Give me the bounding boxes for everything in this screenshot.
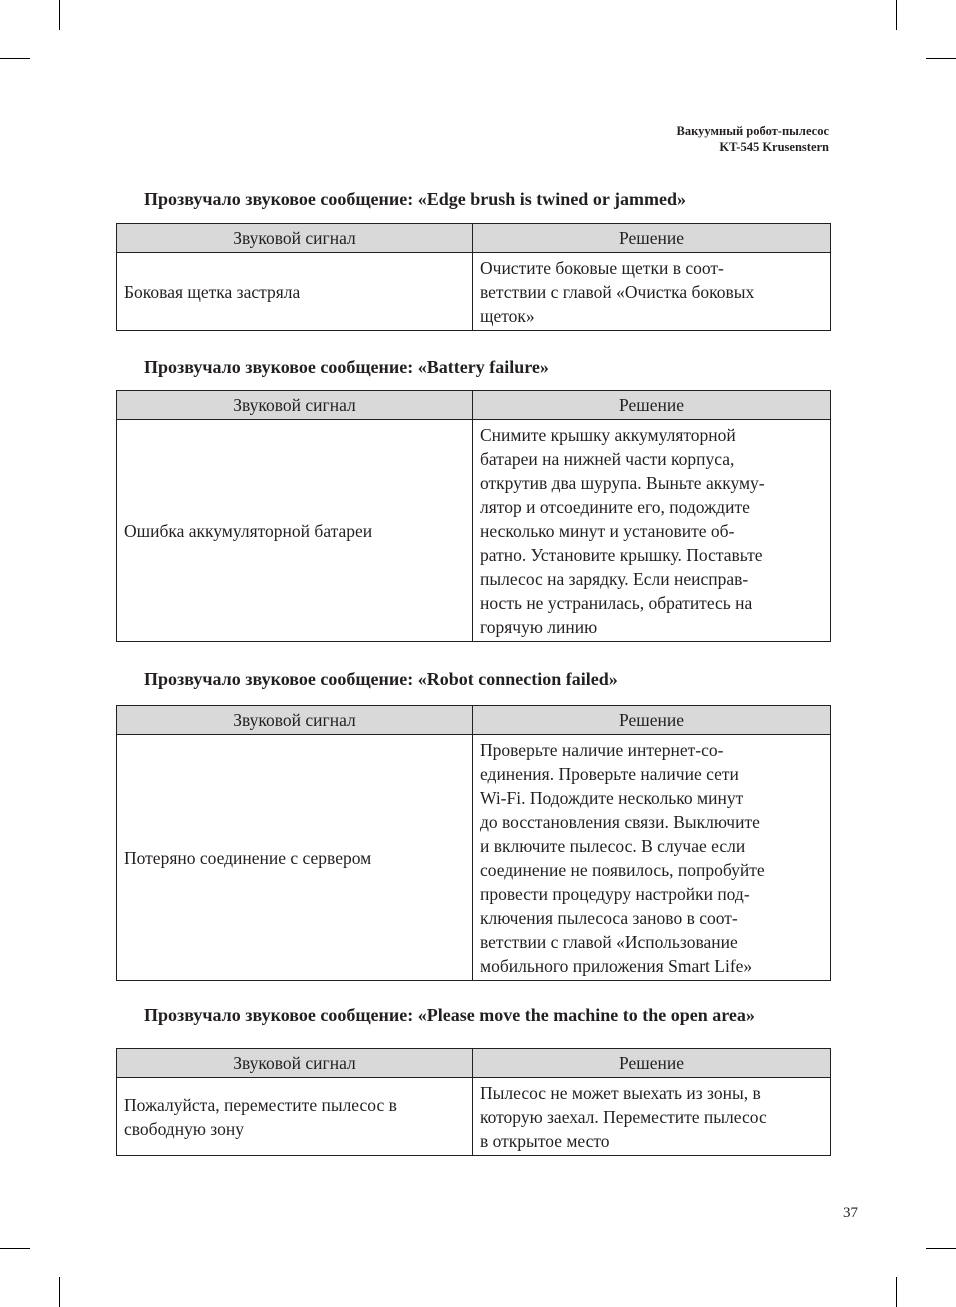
solution-cell: Проверьте наличие интернет-со- единения. Проверьте наличие сети Wi-Fi. Подождите несколько минут до восстановления связи. Выключите и включите пылесос. В случае если соединение не появилось, попробуйте провести процедуру настройки под- ключения пылесоса заново в соот- ветствии с главой «Использование мобильного приложения Smart Life» [473,735,831,981]
signal-cell: Потеряно соединение с сервером [117,735,473,981]
solution-cell: Снимите крышку аккумуляторной батареи на нижней части корпуса, открутив два шурупа. Выньте аккуму- лятор и отсоедините его, подождите несколько минут и установите об- ратно. Установите крышку. Поставьте пылесос на зарядку. Если неисправ- ность не устранилась, обратитесь на горячую линию [473,420,831,642]
column-header-signal: Звуковой сигнал [117,706,473,735]
section-title: Прозвучало звуковое сообщение: «Robot connection failed» [144,669,618,689]
signal-cell: Ошибка аккумуляторной батареи [117,420,473,642]
header-product-type: Вакуумный робот-пылесос [676,124,829,138]
troubleshooting-table [116,705,831,981]
column-header-solution: Решение [473,1049,831,1078]
column-header-solution: Решение [473,391,831,420]
crop-mark [0,1248,30,1249]
section-title: Прозвучало звуковое сообщение: «Battery failure» [144,357,549,377]
section-title: Прозвучало звуковое сообщение: «Edge brush is twined or jammed» [144,189,686,209]
troubleshooting-table [116,223,831,331]
troubleshooting-table [116,1048,831,1156]
column-header-signal: Звуковой сигнал [117,224,473,253]
signal-cell: Боковая щетка застряла [117,253,473,331]
crop-mark [896,1277,897,1307]
page-header [677,123,829,155]
column-header-solution: Решение [473,224,831,253]
crop-mark [59,1277,60,1307]
crop-mark [0,58,30,59]
signal-cell: Пожалуйста, переместите пылесос в свободную зону [117,1078,473,1156]
section-title: Прозвучало звуковое сообщение: «Please move the machine to the open area» [144,1005,755,1025]
column-header-signal: Звуковой сигнал [117,1049,473,1078]
column-header-solution: Решение [473,706,831,735]
crop-mark [926,58,956,59]
solution-cell: Очистите боковые щетки в соот- ветствии с главой «Очистка боковых щеток» [473,253,831,331]
header-model: KT-545 Krusenstern [719,140,829,154]
troubleshooting-table [116,390,831,642]
crop-mark [926,1248,956,1249]
solution-cell: Пылесос не может выехать из зоны, в которую заехал. Переместите пылесос в открытое место [473,1078,831,1156]
column-header-signal: Звуковой сигнал [117,391,473,420]
page-number: 37 [843,1205,858,1221]
crop-mark [59,0,60,30]
crop-mark [896,0,897,30]
